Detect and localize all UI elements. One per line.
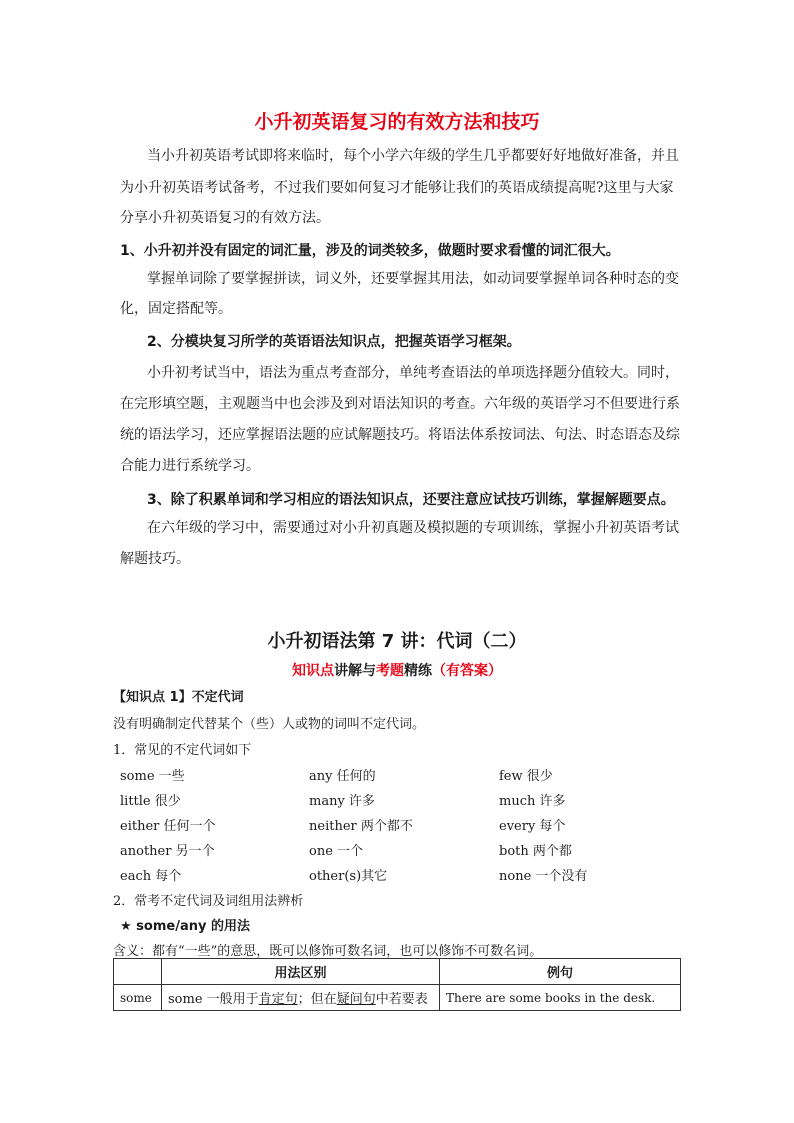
- usage-text-underlined: 肯定句: [258, 992, 298, 1007]
- usage-text-underlined: 疑问句: [336, 992, 376, 1007]
- usage-text: some 一般用于: [168, 992, 259, 1007]
- intro-line-1: 当小升初英语考试即将来临时，每个小学六年级的学生几乎都要好好地做好准备，并且: [147, 148, 679, 164]
- knowledge-point-label: 【知识点 1】不定代词: [113, 690, 244, 705]
- pronoun-item: neither 两个都不: [309, 819, 413, 834]
- table-cell-example: There are some books in the desk.: [440, 985, 681, 1011]
- pronoun-item: little 很少: [120, 794, 181, 809]
- pronoun-item: any 任何的: [309, 769, 376, 784]
- usage-table: [113, 958, 681, 1011]
- usage-text: ；但在: [297, 992, 337, 1007]
- para-3-line-2: 解题技巧。: [120, 551, 190, 567]
- table-cell-usage: [162, 985, 440, 1011]
- lesson-subtitle: [0, 660, 794, 680]
- pronoun-item: none 一个没有: [499, 869, 588, 884]
- pronoun-item: other(s)其它: [309, 869, 388, 884]
- meaning: 含义：都有“一些”的意思，既可以修饰可数名词，也可以修饰不可数名词。: [113, 944, 543, 959]
- para-2-line-1: 小升初考试当中，语法为重点考查部分，单纯考查语法的单项选择题分值较大。同时，: [147, 365, 679, 381]
- definition: 没有明确制定代替某个（些）人或物的词叫不定代词。: [113, 717, 426, 732]
- subtitle-part-4: 精练: [404, 663, 432, 679]
- pronoun-item: each 每个: [120, 869, 182, 884]
- intro-line-2: 为小升初英语考试备考，不过我们要如何复习才能够让我们的英语成绩提高呢?这里与大家: [120, 180, 674, 196]
- list-heading: 1．常见的不定代词如下: [113, 743, 252, 758]
- para-2-line-2: 在完形填空题，主观题当中也会涉及到对语法知识的考查。六年级的英语学习不但要进行系: [120, 396, 680, 412]
- para-2-line-3: 统的语法学习，还应掌握语法题的应试解题技巧。将语法体系按词法、句法、时态语态及综: [120, 427, 680, 443]
- heading-3: 3、除了积累单词和学习相应的语法知识点，还要注意应试技巧训练，掌握解题要点。: [147, 492, 675, 508]
- table-header-cell: 例句: [440, 959, 681, 985]
- subtitle-part-2: 讲解与: [334, 663, 376, 679]
- pronoun-item: both 两个都: [499, 844, 572, 859]
- pronoun-item: much 许多: [499, 794, 566, 809]
- subtitle-part-1: 知识点: [292, 663, 334, 679]
- table-header-cell: 用法区别: [162, 959, 440, 985]
- pronoun-item: either 任何一个: [120, 819, 216, 834]
- article-title: 小升初英语复习的有效方法和技巧: [254, 111, 540, 133]
- pronoun-item: every 每个: [499, 819, 566, 834]
- usage-text: 中若要表: [375, 992, 428, 1007]
- heading-1: 1、小升初并没有固定的词汇量，涉及的词类较多，做题时要求看懂的词汇很大。: [120, 243, 620, 259]
- para-1-line-2: 化，固定搭配等。: [120, 301, 232, 317]
- pronoun-item: some 一些: [120, 769, 185, 784]
- table-cell-word: some: [114, 985, 162, 1011]
- table-header-row: [114, 959, 681, 985]
- subtitle-part-5: （有答案）: [432, 663, 502, 679]
- pronoun-item: many 许多: [309, 794, 375, 809]
- pronoun-item: another 另一个: [120, 844, 215, 859]
- para-2-line-4: 合能力进行系统学习。: [120, 458, 260, 474]
- heading-2: 2、分模块复习所学的英语语法知识点，把握英语学习框架。: [147, 334, 521, 350]
- usage-heading: 2．常考不定代词及词组用法辨析: [113, 894, 304, 909]
- para-1-line-1: 掌握单词除了要掌握拼读，词义外，还要掌握其用法，如动词要掌握单词各种时态的变: [147, 271, 679, 287]
- lesson-title: 小升初语法第 7 讲：代词（二）: [267, 631, 527, 652]
- subtitle-part-3: 考题: [376, 663, 404, 679]
- star-heading: ★ some/any 的用法: [120, 919, 250, 934]
- table-header-cell: [114, 959, 162, 985]
- pronoun-item: few 很少: [499, 769, 553, 784]
- table-row: [114, 985, 681, 1011]
- intro-line-3: 分享小升初英语复习的有效方法。: [120, 210, 330, 226]
- pronoun-item: one 一个: [309, 844, 364, 859]
- para-3-line-1: 在六年级的学习中，需要通过对小升初真题及模拟题的专项训练，掌握小升初英语考试: [147, 520, 679, 536]
